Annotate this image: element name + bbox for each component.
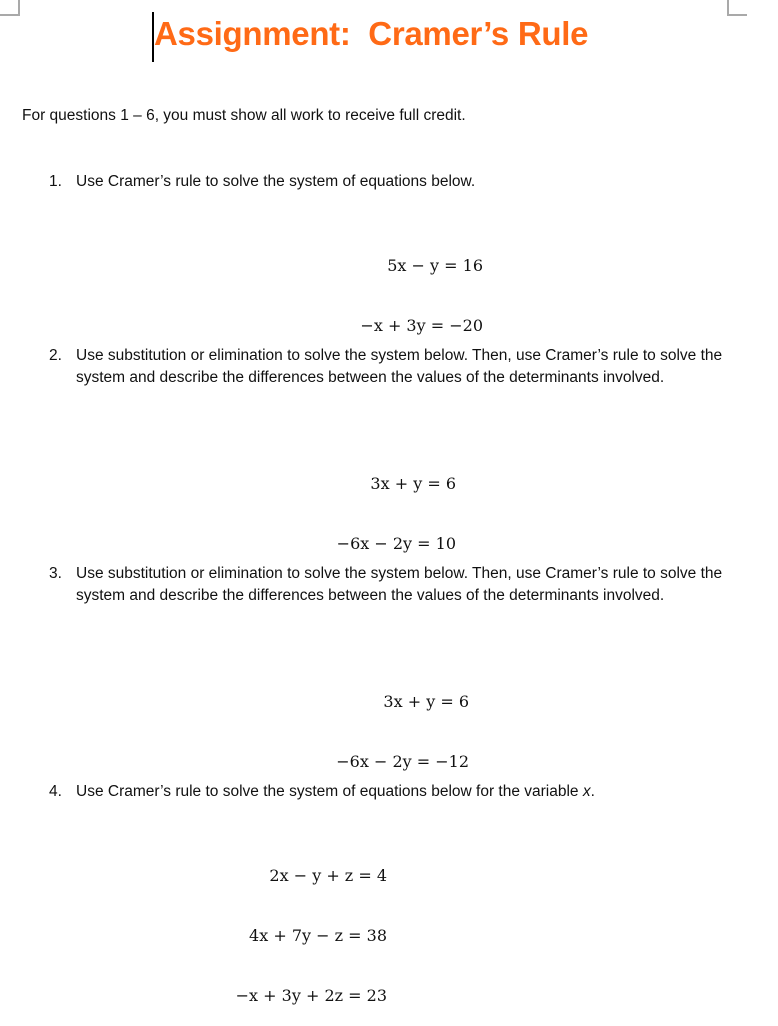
equation-line: −6x − 2y = 10 [336, 534, 456, 553]
equation-line: 5x − y = 16 [387, 256, 483, 275]
question-text: Use Cramer’s rule to solve the system of equations below. [76, 173, 476, 190]
equation-line: −x + 3y = −20 [360, 316, 483, 335]
page-corner-top-left [0, 0, 20, 16]
page-title: Assignment: Cramer’s Rule [154, 15, 589, 52]
question-3 [49, 563, 729, 607]
question-4 [49, 781, 729, 803]
question-text: Use substitution or elimination to solve the system below. Then, use Cramer’s rule to solve the system and describe the differences between the values of the determinants involved. [76, 565, 723, 604]
question-text-end: . [590, 783, 595, 800]
equation-line: 2x − y + z = 4 [269, 866, 387, 885]
question-number: 2. [49, 347, 62, 364]
question-1 [49, 171, 729, 193]
question-text-main: Use Cramer’s rule to solve the system of equations below for the variable [76, 783, 583, 800]
question-number: 4. [49, 783, 62, 800]
question-number: 3. [49, 565, 62, 582]
question-text [76, 781, 729, 803]
page-corner-top-right [727, 0, 747, 16]
equation-system-1 [360, 216, 483, 356]
question-2 [49, 345, 729, 389]
equation-system-3 [336, 652, 469, 792]
instructions-paragraph: For questions 1 – 6, you must show all work to receive full credit. [22, 107, 466, 124]
equation-system-2 [337, 434, 456, 574]
equation-line: 4x + 7y − z = 38 [249, 926, 387, 945]
equation-line: −x + 3y + 2z = 23 [235, 986, 387, 1005]
question-text: Use substitution or elimination to solve the system below. Then, use Cramer’s rule to solve the system and describe the differences between the values of the determinants involved. [76, 347, 723, 386]
equation-line: 3x + y = 6 [370, 474, 456, 493]
equation-system-4 [236, 826, 387, 1026]
question-number: 1. [49, 173, 62, 190]
equation-line: −6x − 2y = −12 [336, 752, 469, 771]
variable-x: x [582, 783, 591, 800]
equation-line: 3x + y = 6 [383, 692, 469, 711]
